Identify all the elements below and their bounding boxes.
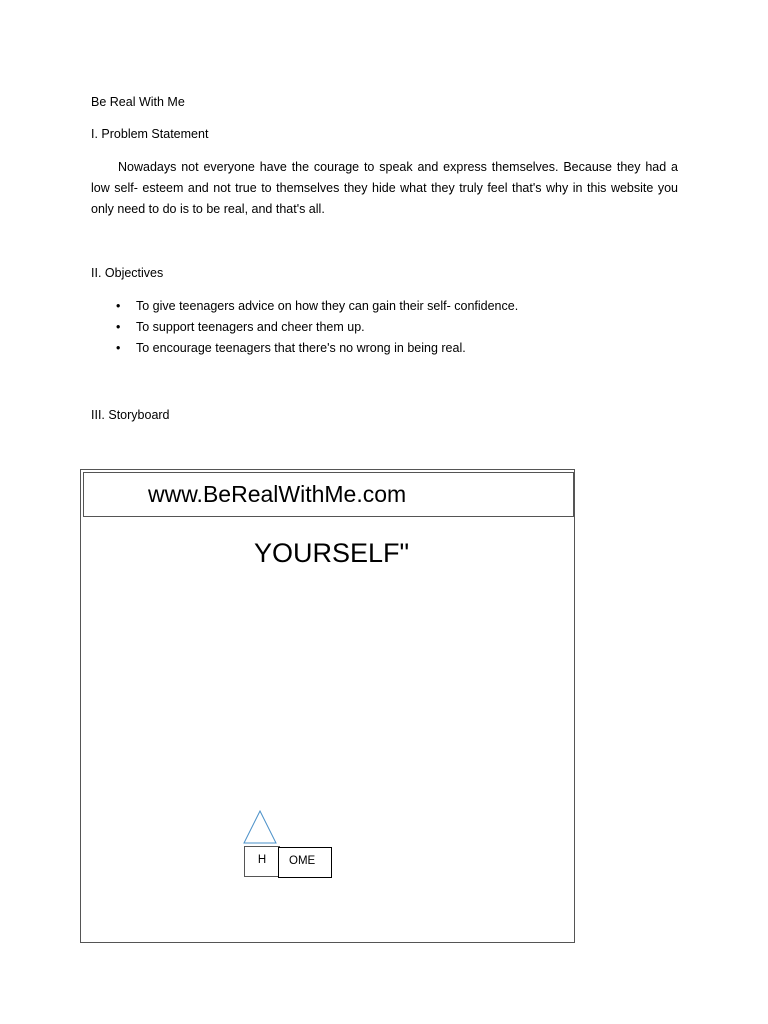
home-button-left[interactable]: H xyxy=(244,846,280,877)
objective-text: To encourage teenagers that there's no wrong in being real. xyxy=(136,341,466,355)
problem-statement-heading: I. Problem Statement xyxy=(91,127,209,141)
objective-text: To support teenagers and cheer them up. xyxy=(136,320,365,334)
problem-statement-paragraph: Nowadays not everyone have the courage to speak and express themselves. Because they had a low self- esteem and not true to themselves they hide what they truly feel that's why in this website you only need to do is to be real, and that's all. xyxy=(91,160,678,216)
list-item xyxy=(91,317,518,338)
bullet-icon: • xyxy=(116,341,121,355)
document-title: Be Real With Me xyxy=(91,95,185,109)
storyboard-heading-text: YOURSELF" xyxy=(254,538,410,568)
storyboard-heading: III. Storyboard xyxy=(91,408,170,422)
objective-text: To give teenagers advice on how they can gain their self- confidence. xyxy=(136,299,519,313)
site-url: www.BeRealWithMe.com xyxy=(148,481,407,507)
bullet-icon: • xyxy=(116,299,121,313)
storyboard-header xyxy=(83,472,574,517)
storyboard-frame xyxy=(80,469,575,943)
list-item xyxy=(91,296,518,317)
home-button-right[interactable]: OME xyxy=(278,847,332,878)
objectives-heading: II. Objectives xyxy=(91,266,164,280)
home-triangle-shape xyxy=(244,811,276,843)
bullet-icon: • xyxy=(116,320,121,334)
home-triangle-icon[interactable] xyxy=(243,810,277,844)
objectives-list xyxy=(91,296,518,359)
list-item xyxy=(91,338,518,359)
